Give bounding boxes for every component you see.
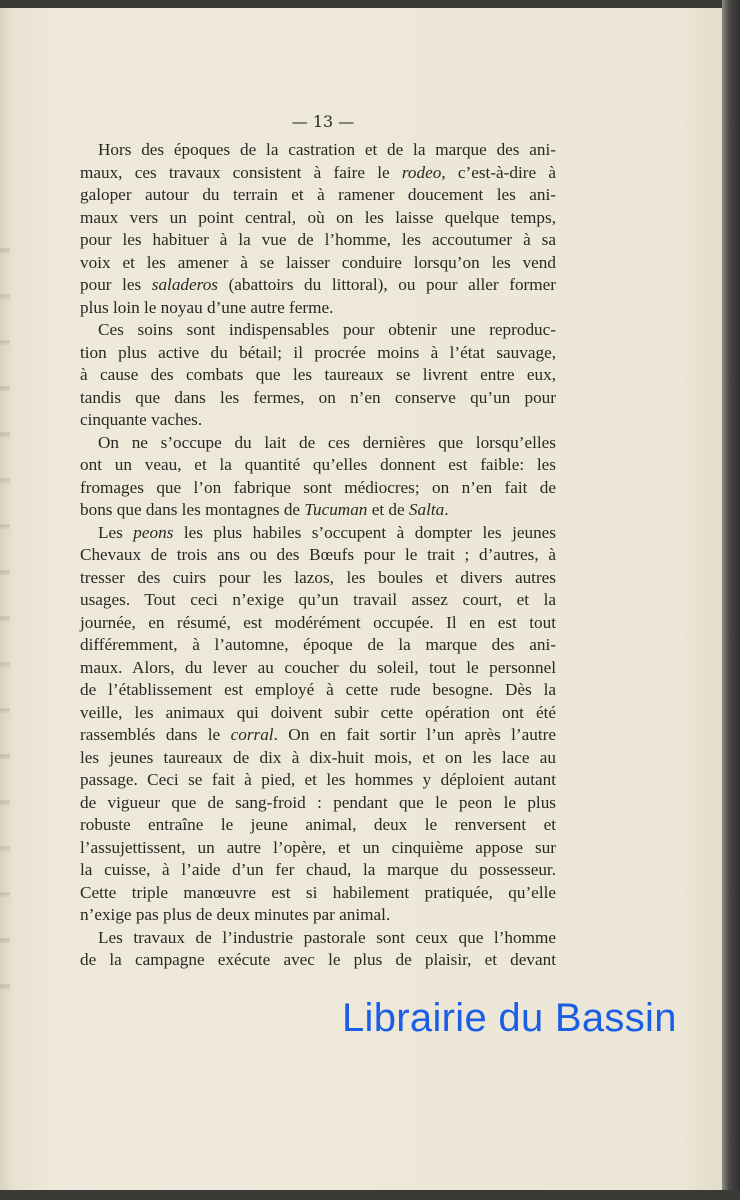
paragraph xyxy=(80,319,556,432)
text-line xyxy=(80,747,556,770)
text-line xyxy=(80,904,556,927)
paragraph xyxy=(80,522,556,927)
text-line xyxy=(80,162,556,185)
text-line xyxy=(80,949,556,972)
text-line xyxy=(80,184,556,207)
text-segment: . On en fait sortir l’un après l’autre xyxy=(273,725,556,744)
italic-term: rodeo xyxy=(401,162,442,182)
text-segment: passage. Ceci se fait à pied, et les hommes y déploient autant xyxy=(80,770,556,789)
text-segment: maux. Alors, du lever au coucher du soleil, tout le personnel xyxy=(80,657,556,677)
text-line xyxy=(80,544,556,567)
text-line xyxy=(80,342,556,365)
text-line xyxy=(80,657,556,680)
text-line xyxy=(80,319,556,342)
text-segment: l’assujettissent, un autre l’opère, et un cinquième appose sur xyxy=(80,837,556,857)
text-segment: Chevaux de trois ans ou des Bœufs pour le trait ; d’autres, à xyxy=(80,545,556,564)
text-line xyxy=(80,454,556,477)
text-line xyxy=(80,589,556,612)
text-segment: maux vers un point central, où on les laisse quelque temps, xyxy=(80,207,556,227)
text-segment: robuste entraîne le jeune animal, deux le renversent et xyxy=(80,815,556,834)
text-segment: On ne s’occupe du lait de ces dernières que lorsqu’elles xyxy=(98,432,556,452)
text-segment: différemment, à l’automne, époque de la marque des ani- xyxy=(80,635,556,654)
page-number: — 13 — xyxy=(291,112,355,131)
text-line xyxy=(80,364,556,387)
text-segment: Ces soins sont indispensables pour obtenir une reproduc- xyxy=(98,320,556,339)
text-segment: rassemblés dans le xyxy=(80,725,231,744)
text-line xyxy=(80,252,556,275)
text-line xyxy=(80,612,556,635)
text-line xyxy=(80,387,556,410)
text-line xyxy=(80,139,556,162)
text-segment: maux, ces travaux consistent à faire le xyxy=(80,162,402,182)
text-segment: tandis que dans les fermes, on n’en conserve qu’un pour xyxy=(80,387,556,407)
text-segment: les jeunes taureaux de dix à dix-huit mois, et on les lace au xyxy=(80,747,556,767)
text-segment: bons que dans les montagnes de xyxy=(80,500,305,519)
scan-right-edge xyxy=(722,0,740,1200)
italic-term: peons xyxy=(133,522,174,542)
text-segment: ont un veau, et la quantité qu’elles donnent est faible: les xyxy=(80,455,556,474)
text-line xyxy=(80,229,556,252)
text-line xyxy=(80,477,556,500)
paragraph xyxy=(80,139,556,319)
paragraph xyxy=(80,432,556,522)
text-segment: (abattoirs du littoral), ou pour aller former xyxy=(217,275,556,294)
text-line xyxy=(80,859,556,882)
text-line xyxy=(80,634,556,657)
text-segment: veille, les animaux qui doivent subir cette opération ont été xyxy=(80,702,556,722)
text-segment: voix et les amener à se laisser conduire lorsqu’on les vend xyxy=(80,252,556,272)
text-line xyxy=(80,679,556,702)
text-segment: tresser des cuirs pour les lazos, les boules et divers autres xyxy=(80,567,556,587)
text-segment: de l’établissement est employé à cette rude besogne. Dès la xyxy=(80,680,556,699)
text-segment: Les travaux de l’industrie pastorale sont ceux que l’homme xyxy=(98,927,556,947)
text-line xyxy=(80,274,556,297)
text-segment: Les xyxy=(98,522,134,542)
text-segment: Hors des époques de la castration et de la marque des ani- xyxy=(98,140,556,159)
page-left-bleed xyxy=(0,208,10,1008)
text-segment: plus loin le noyau d’une autre ferme. xyxy=(80,297,334,317)
text-segment: . xyxy=(444,500,449,519)
text-line xyxy=(80,724,556,747)
watermark: Librairie du Bassin xyxy=(342,996,677,1040)
text-line xyxy=(80,927,556,950)
text-line xyxy=(80,432,556,455)
text-segment: à cause des combats que les taureaux se livrent entre eux, xyxy=(80,365,556,384)
text-line xyxy=(80,297,556,320)
text-line xyxy=(80,567,556,590)
text-segment: cinquante vaches. xyxy=(80,410,203,429)
body-text xyxy=(80,139,556,972)
italic-term: Salta xyxy=(408,500,445,519)
text-segment: fromages que l’on fabrique sont médiocres; on n’en fait de xyxy=(80,477,556,497)
text-segment: les plus habiles s’occupent à dompter les jeunes xyxy=(173,522,556,542)
text-line xyxy=(80,409,556,432)
text-line xyxy=(80,882,556,905)
text-segment: et de xyxy=(367,500,409,519)
italic-term: Tucuman xyxy=(304,500,368,519)
text-line xyxy=(80,792,556,815)
italic-term: saladeros xyxy=(151,275,218,294)
text-segment: , c’est-à-dire à xyxy=(441,162,556,182)
text-segment: la cuisse, à l’aide d’un fer chaud, la marque du possesseur. xyxy=(80,860,556,879)
scan-bottom-edge xyxy=(0,1190,740,1200)
text-line xyxy=(80,499,556,522)
text-line xyxy=(80,837,556,860)
text-line xyxy=(80,522,556,545)
text-segment: de la campagne exécute avec le plus de plaisir, et devant xyxy=(80,950,556,969)
text-line xyxy=(80,814,556,837)
paragraph xyxy=(80,927,556,972)
text-segment: journée, en résumé, est modérément occupée. Il en est tout xyxy=(80,612,556,632)
text-line xyxy=(80,207,556,230)
italic-term: corral xyxy=(230,725,274,744)
text-segment: pour les habituer à la vue de l’homme, les accoutumer à sa xyxy=(80,230,556,249)
text-segment: galoper autour du terrain et à ramener doucement les ani- xyxy=(80,185,556,204)
text-segment: pour les xyxy=(80,275,152,294)
text-line xyxy=(80,702,556,725)
text-segment: tion plus active du bétail; il procrée moins à l’état sauvage, xyxy=(80,342,556,362)
text-segment: usages. Tout ceci n’exige qu’un travail assez court, et la xyxy=(80,590,556,609)
text-segment: Cette triple manœuvre est si habilement pratiquée, qu’elle xyxy=(80,882,556,902)
text-segment: de vigueur que de sang-froid : pendant que le peon le plus xyxy=(80,792,556,812)
text-line xyxy=(80,769,556,792)
text-segment: n’exige pas plus de deux minutes par animal. xyxy=(80,905,391,924)
